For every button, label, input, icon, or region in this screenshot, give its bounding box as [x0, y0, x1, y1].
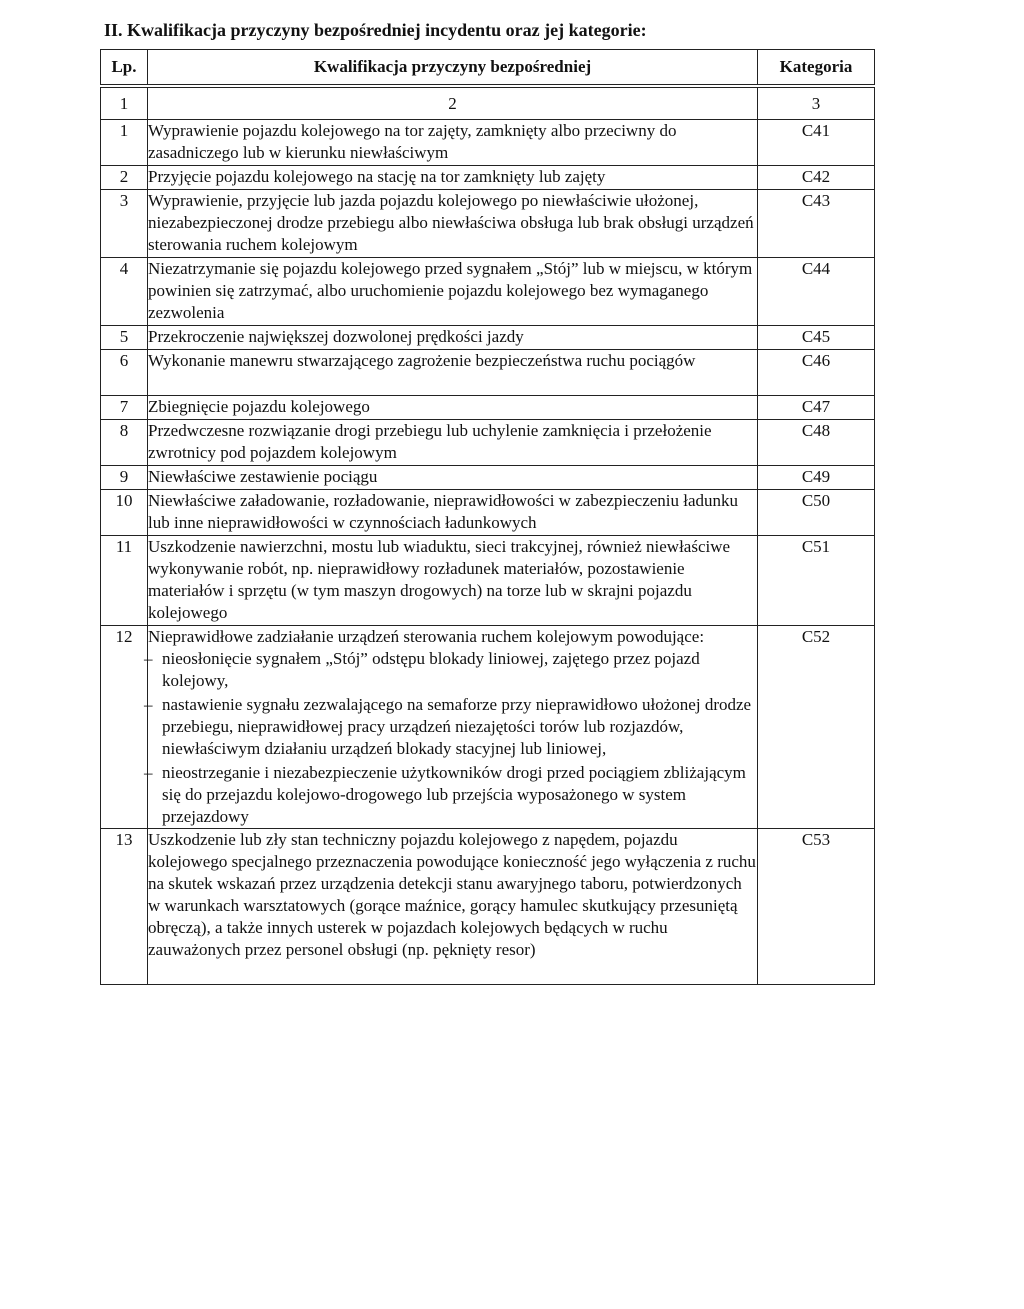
row-lp: 3	[101, 190, 148, 258]
row-category: C44	[758, 258, 875, 326]
row-category: C49	[758, 466, 875, 490]
list-item-text: nastawienie sygnału zezwalającego na semaforze przy nieprawidłowo ułożonej drodze przebiegu, nieprawidłowej pracy urządzeń niezajętości torów lub rozjazdów, niewłaściwym działaniu urządzeń blokady stacyjnej lub liniowej,	[162, 695, 752, 758]
table-row	[101, 120, 875, 166]
row-description: Niewłaściwe zestawienie pociągu	[148, 466, 758, 490]
row-description: Przekroczenie największej dozwolonej prędkości jazdy	[148, 326, 758, 350]
row-category: C45	[758, 326, 875, 350]
row-lp: 6	[101, 350, 148, 396]
table-header-row	[101, 50, 875, 87]
header-lp: Lp.	[101, 50, 148, 87]
list-item	[144, 648, 757, 692]
table-row	[101, 420, 875, 466]
row-description: Przedwczesne rozwiązanie drogi przebiegu lub uchylenie zamknięcia i przełożenie zwrotnicy pod pojazdem kolejowym	[148, 420, 758, 466]
row-description: Niewłaściwe załadowanie, rozładowanie, nieprawidłowości w zabezpieczeniu ładunku lub inne nieprawidłowości w czynnościach ładunkowych	[148, 490, 758, 536]
table-row	[101, 490, 875, 536]
column-number: 3	[758, 86, 875, 120]
row-description: Uszkodzenie nawierzchni, mostu lub wiaduktu, sieci trakcyjnej, również niewłaściwe wykonywanie robót, np. nieprawidłowy rozładunek materiałów, pozostawienie materiałów i sprzętu (w tym maszyn drogowych) na torze lub w skrajni pojazdu kolejowego	[148, 536, 758, 626]
row-lp: 4	[101, 258, 148, 326]
column-numbering-row	[101, 86, 875, 120]
table-row	[101, 396, 875, 420]
table-row	[101, 326, 875, 350]
header-category: Kategoria	[758, 50, 875, 87]
row-description: Wykonanie manewru stwarzającego zagrożenie bezpieczeństwa ruchu pociągów	[148, 350, 758, 396]
row-description: Wyprawienie, przyjęcie lub jazda pojazdu kolejowego po niewłaściwie ułożonej, niezabezpieczonej drodze przebiegu albo niewłaściwa obsługa lub brak obsługi urządzeń sterowania ruchem kolejowym	[148, 190, 758, 258]
list-item	[144, 762, 757, 828]
dash-bullet: –	[144, 763, 153, 782]
row-description: Uszkodzenie lub zły stan techniczny pojazdu kolejowego z napędem, pojazdu kolejowego specjalnego przeznaczenia powodujące konieczność jego wyłączenia z ruchu na skutek wskazań przez urządzenia detekcji stanu awaryjnego taboru, potwierdzonych w warunkach warsztatowych (gorące maźnice, gorący hamulec skutkujący przesuniętą obręczą), a także innych usterek w pojazdach kolejowych będących w ruchu zauważonych przez personel obsługi (np. pęknięty resor)	[148, 829, 758, 985]
row-description: Przyjęcie pojazdu kolejowego na stację na tor zamknięty lub zajęty	[148, 166, 758, 190]
bullet-list	[144, 648, 757, 828]
row-category: C51	[758, 536, 875, 626]
row-description: Zbiegnięcie pojazdu kolejowego	[148, 396, 758, 420]
row-description: Niezatrzymanie się pojazdu kolejowego przed sygnałem „Stój” lub w miejscu, w którym powinien się zatrzymać, albo uruchomienie pojazdu kolejowego bez wymaganego zezwolenia	[148, 258, 758, 326]
column-number: 1	[101, 86, 148, 120]
row-category: C52	[758, 626, 875, 829]
row-description-intro: Nieprawidłowe zadziałanie urządzeń sterowania ruchem kolejowym powodujące:	[148, 627, 705, 646]
table-row	[101, 258, 875, 326]
dash-bullet: –	[144, 649, 153, 668]
row-lp: 2	[101, 166, 148, 190]
list-item-text: nieosłonięcie sygnałem „Stój” odstępu blokady liniowej, zajętego przez pojazd kolejowy,	[162, 649, 700, 690]
row-category: C46	[758, 350, 875, 396]
table-row	[101, 350, 875, 396]
row-category: C43	[758, 190, 875, 258]
table-row	[101, 626, 875, 829]
table-row	[101, 166, 875, 190]
row-lp: 5	[101, 326, 148, 350]
row-lp: 7	[101, 396, 148, 420]
row-lp: 8	[101, 420, 148, 466]
row-lp: 13	[101, 829, 148, 985]
row-category: C48	[758, 420, 875, 466]
table-row	[101, 466, 875, 490]
table-row	[101, 536, 875, 626]
incident-cause-table	[100, 49, 875, 985]
row-category: C41	[758, 120, 875, 166]
row-lp: 12	[101, 626, 148, 829]
row-lp: 10	[101, 490, 148, 536]
page-title: II. Kwalifikacja przyczyny bezpośredniej incydentu oraz jej kategorie:	[104, 20, 647, 40]
row-lp: 1	[101, 120, 148, 166]
row-description	[144, 626, 758, 829]
row-lp: 11	[101, 536, 148, 626]
row-category: C42	[758, 166, 875, 190]
row-category: C47	[758, 396, 875, 420]
row-category: C53	[758, 829, 875, 985]
table-row	[101, 829, 875, 985]
row-lp: 9	[101, 466, 148, 490]
dash-bullet: –	[144, 695, 153, 714]
column-number: 2	[148, 86, 758, 120]
header-qualification: Kwalifikacja przyczyny bezpośredniej	[148, 50, 758, 87]
list-item	[144, 694, 757, 760]
row-description: Wyprawienie pojazdu kolejowego na tor zajęty, zamknięty albo przeciwny do zasadniczego lub w kierunku niewłaściwym	[148, 120, 758, 166]
row-category: C50	[758, 490, 875, 536]
table-row	[101, 190, 875, 258]
list-item-text: nieostrzeganie i niezabezpieczenie użytkowników drogi przed pociągiem zbliżającym się do przejazdu kolejowo-drogowego lub przejścia wyposażonego w system przejazdowy	[162, 763, 746, 826]
